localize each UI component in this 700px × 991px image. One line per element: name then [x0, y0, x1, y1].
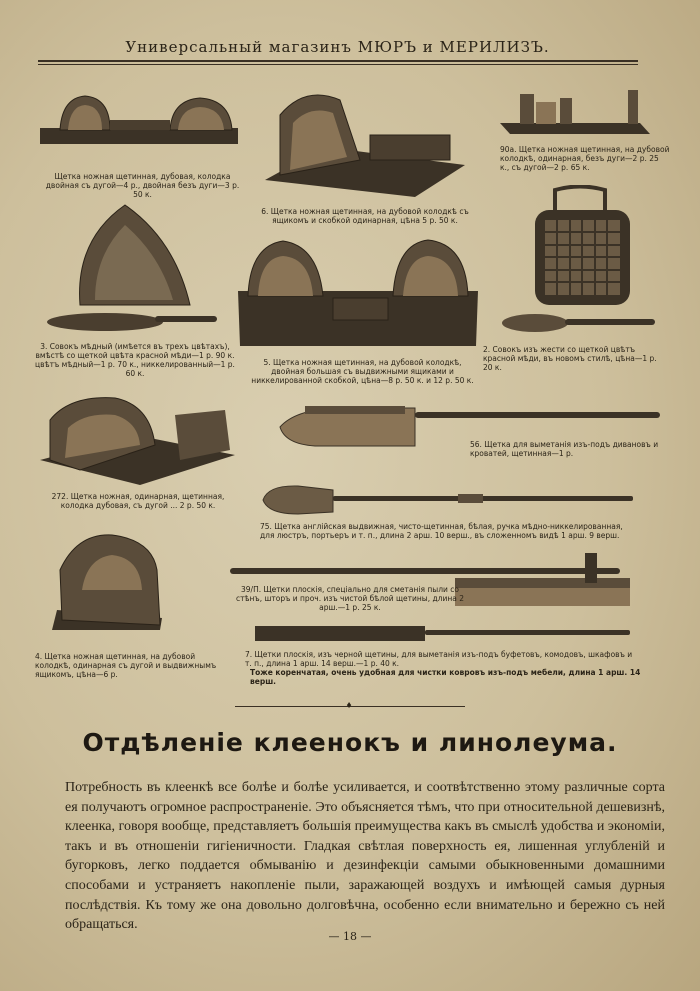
single-boot-brush-272-illustration — [40, 390, 235, 490]
header-rule-thin — [38, 64, 638, 65]
item-caption-6: 6. Щетка ножная щетинная, на дубовой колодкѣ съ ящикомъ и скобкой одинарная, цѣна 5 р. 50 к. — [261, 207, 469, 225]
brush-with-drawer-illustration — [265, 85, 465, 200]
extendable-brush-illustration — [258, 480, 638, 520]
item-caption-7: 7. Щетки плоскія, изъ черной щетины, для выметанія изъ-подъ буфетовъ, комодовъ, шкафовъ и т. п., длина 1 арш. 14 верш.—1 р. 40 к. — [245, 650, 633, 668]
item-caption-90: 90а. Щетка ножная щетинная, на дубовой колодкѣ, одинарная, безъ дуги—2 р. 25 к., съ дугой—2 р. 65 к. — [500, 145, 670, 172]
single-brush-90-illustration — [500, 88, 650, 138]
large-double-brush-illustration — [238, 236, 478, 351]
page-number: — 18 — — [328, 930, 372, 943]
item-caption-39: 39/П. Щетки плоскія, спеціально для сметанія пыли со стѣнъ, шторъ и проч. изъ чистой бѣлой щетины, длина 2 арш.—1 р. 25 к. — [236, 585, 464, 612]
section-paragraph: Потребность въ клеенкѣ все болѣе и болѣе усиливается, и соотвѣтственно этому различные сорта ея получаютъ огромное распространеніе. Это объясняется тѣмъ, что при относительной дешевизнѣ, клеенка, говоря вообще, представляетъ большія преимущества какъ въ смыслѣ удобства и экономіи, такъ и въ отношеніи гигіеничности. Гладкая свѣтлая поверхность ея, лишенная углубленій и бугорковъ, легко поддается обмыванію и дезинфекціи самыми обыкновенными домашними способами и устраняетъ накопленіе пыли, заражающей воздухъ и имѣющей самыя дурныя послѣдствія. Къ тому же она довольно долговѣчна, особенно если внимательно и бережно съ ней обращаться. — [65, 780, 665, 933]
page-header: Универсальный магазинъ МЮРЪ и МЕРИЛИЗЪ. — [125, 38, 550, 56]
item-caption-1: Щетка ножная щетинная, дубовая, колодка двойная съ дугой—4 р., двойная безъ дуги—3 р. 50 к. — [45, 172, 240, 199]
tin-dustpan-illustration — [500, 185, 665, 340]
item-caption-56: 56. Щетка для выметанія изъ-подъ дивановъ и кроватей, щетинная—1 р. — [470, 440, 659, 458]
section-title: Отдѣленіе клеенокъ и линолеума. — [82, 728, 618, 757]
item-caption-4: 4. Щетка ножная щетинная, на дубовой колодкѣ, одинарная съ дугой и выдвижнымъ ящикомъ, цѣна—6 р. — [35, 652, 217, 679]
double-boot-brush-illustration — [40, 90, 240, 160]
header-rule — [38, 60, 638, 62]
divider-ornament: ♦ — [346, 700, 352, 711]
item-caption-5: 5. Щетка ножная щетинная, на дубовой колодкѣ, двойная большая съ выдвижными ящиками и никкелированной скобкой, цѣна—8 р. 50 к. и 12 р. 50 к. — [251, 358, 474, 385]
item-caption-7b: Тоже коренчатая, очень удобная для чистки ковровъ изъ-подъ мебели, длина 1 арш. 14 верш. — [250, 668, 641, 686]
item-caption-2: 2. Совокъ изъ жести со щеткой цвѣтъ красной мѣди, въ новомъ стилѣ, цѣна—1 р. 20 к. — [483, 345, 657, 372]
item-caption-75: 75. Щетка англійская выдвижная, чисто-щетинная, бѣлая, ручка мѣдно-никкелированная, для люстръ, портьеръ и т. п., длина 2 арш. 10 верш., въ сложенномъ видѣ 1 арш. 9 верш. — [260, 522, 623, 540]
item-caption-272: 272. Щетка ножная, одинарная, щетинная, колодка дубовая, съ дугой ... 2 р. 50 к. — [51, 492, 225, 510]
section-body — [65, 778, 665, 935]
copper-dustpan-illustration — [45, 200, 220, 340]
boot-brush-drawer-illustration — [52, 530, 172, 645]
flat-black-brush-illustration — [255, 620, 635, 644]
item-caption-3: 3. Совокъ мѣдный (имѣется въ трехъ цвѣтахъ), вмѣстѣ со щеткой цвѣта красной мѣди—1 р. 90 к. цвѣтъ мѣдный—1 р. 70 к., никкелированный—1 р. 60 к. — [35, 342, 235, 378]
